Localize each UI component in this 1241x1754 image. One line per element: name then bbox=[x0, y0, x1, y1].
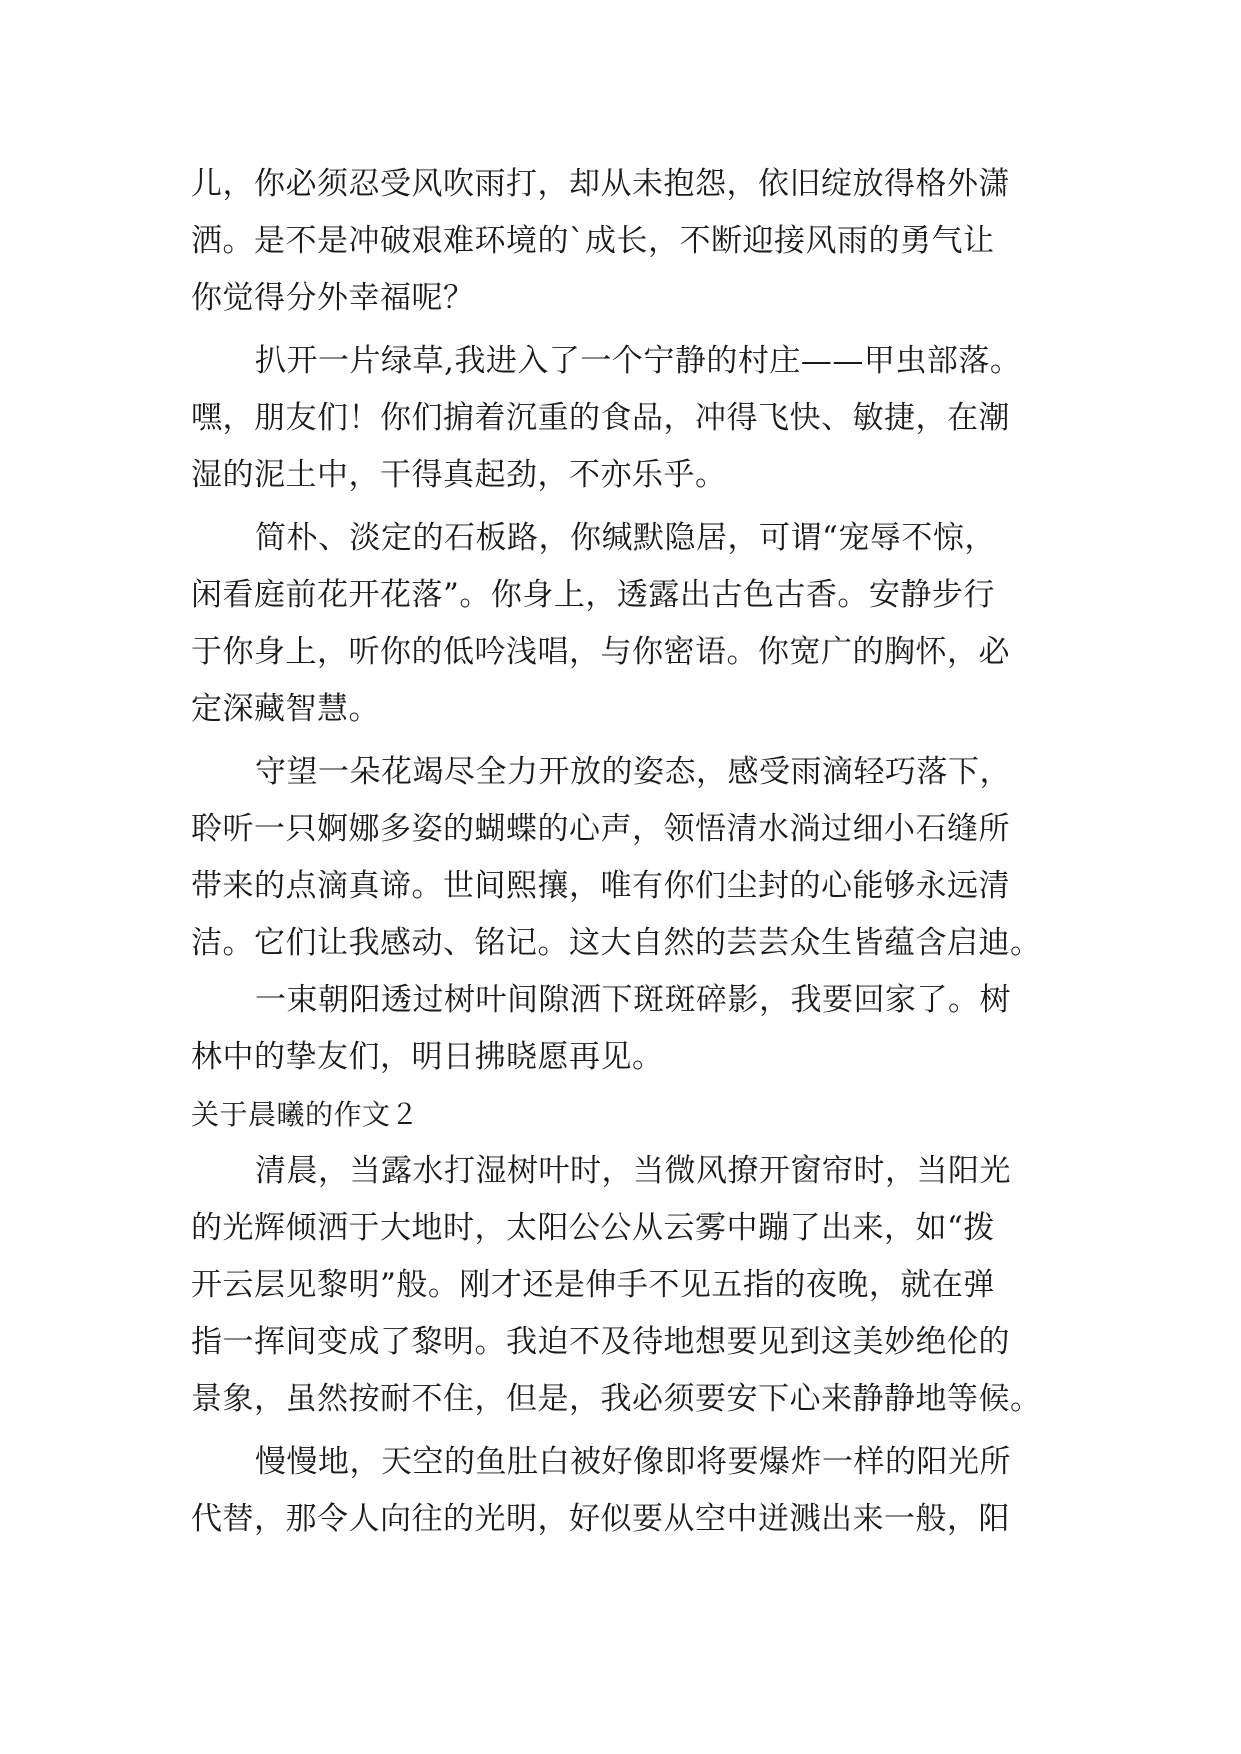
paragraph-first-line: 清晨，当露水打湿树叶时，当微风撩开窗帘时，当阳光 bbox=[255, 1153, 1011, 1189]
text-line: 你觉得分外幸福呢？ bbox=[191, 280, 475, 316]
paragraph-first-line: 简朴、淡定的石板路，你缄默隐居，可谓“宠辱不惊， bbox=[255, 520, 996, 556]
document-body bbox=[191, 156, 1051, 1548]
text-line: 湿的泥土中，干得真起劲，不亦乐乎。 bbox=[191, 457, 727, 493]
text-line: 闲看庭前花开花落”。你身上，透露出古色古香。安静步行 bbox=[191, 577, 995, 613]
text-line: 带来的点滴真谛。世间熙攘，唯有你们尘封的心能够永远清 bbox=[191, 868, 1010, 904]
text-line: 指一挥间变成了黎明。我迫不及待地想要见到这美妙绝伦的 bbox=[191, 1324, 1010, 1360]
text-line: 儿，你必须忍受风吹雨打，却从未抱怨，依旧绽放得格外潇 bbox=[191, 166, 1010, 202]
text-line: 代替，那令人向往的光明，好似要从空中迸溅出来一般，阳 bbox=[191, 1501, 1010, 1537]
text-line: 洒。是不是冲破艰难环境的`成长，不断迎接风雨的勇气让 bbox=[191, 223, 995, 259]
text-line: 景象，虽然按耐不住，但是，我必须要安下心来静静地等候。 bbox=[191, 1381, 1042, 1417]
text-line: 嘿，朋友们！你们掮着沉重的食品，冲得飞快、敏捷，在潮 bbox=[191, 400, 1010, 436]
section-heading: 关于晨曦的作文２ bbox=[191, 1098, 420, 1131]
text-line: 的光辉倾洒于大地时，太阳公公从云雾中蹦了出来，如“拨 bbox=[191, 1210, 995, 1246]
paragraph-first-line: 慢慢地，天空的鱼肚白被好像即将要爆炸一样的阳光所 bbox=[255, 1444, 1011, 1480]
text-line: 于你身上，听你的低吟浅唱，与你密语。你宽广的胸怀，必 bbox=[191, 634, 1010, 670]
paragraph-first-line: 一束朝阳透过树叶间隙洒下斑斑碎影，我要回家了。树 bbox=[255, 982, 1011, 1018]
text-line: 开云层见黎明”般。刚才还是伸手不见五指的夜晚，就在弹 bbox=[191, 1267, 995, 1303]
text-line: 定深藏智慧。 bbox=[191, 691, 380, 727]
text-line: 洁。它们让我感动、铭记。这大自然的芸芸众生皆蕴含启迪。 bbox=[191, 925, 1042, 961]
paragraph-first-line: 扒开一片绿草,我进入了一个宁静的村庄——甲虫部落。 bbox=[255, 343, 1022, 379]
text-line: 林中的挚友们，明日拂晓愿再见。 bbox=[191, 1039, 664, 1075]
paragraph-first-line: 守望一朵花竭尽全力开放的姿态，感受雨滴轻巧落下， bbox=[255, 754, 1011, 790]
text-line: 聆听一只婀娜多姿的蝴蝶的心声，领悟清水淌过细小石缝所 bbox=[191, 811, 1010, 847]
